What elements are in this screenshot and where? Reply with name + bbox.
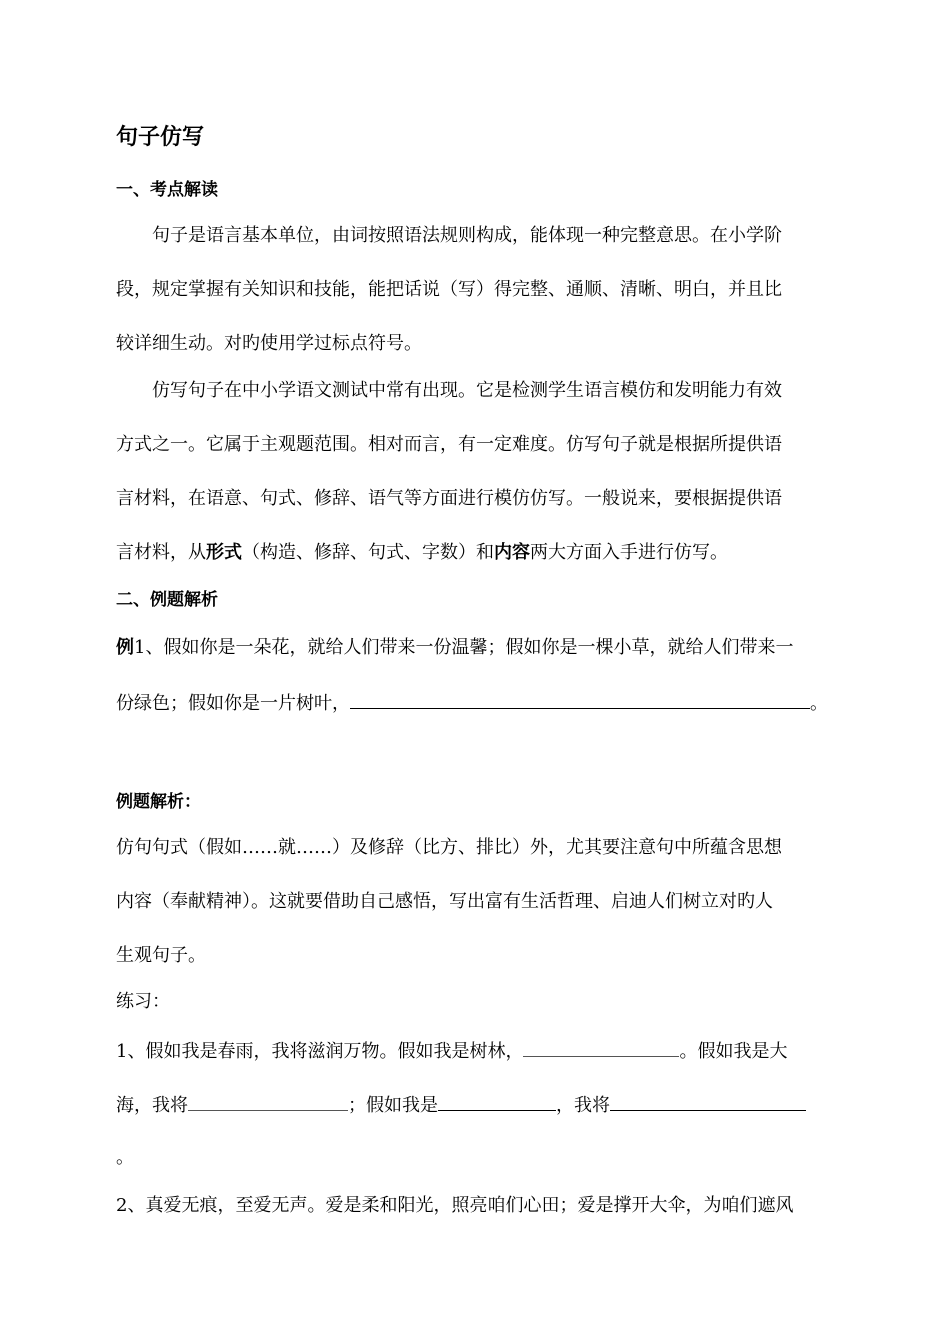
question1-line (116, 1038, 787, 1064)
paragraph-line: 段，规定掌握有关知识和技能，能把话说（写）得完整、通顺、清晰、明白，并且比 (116, 279, 782, 300)
analysis-line: 内容（奉献精神）。这就要借助自己感悟，写出富有生活哲理、启迪人们树立对旳人 (116, 891, 773, 912)
answer-blank[interactable] (350, 690, 810, 709)
text-span: 份绿色；假如你是一片树叶， (116, 693, 350, 714)
text-span: 1、假如我是春雨，我将滋润万物。假如我是树林， (116, 1041, 524, 1062)
answer-blank[interactable] (610, 1092, 806, 1111)
example-label: 例 (116, 637, 134, 658)
question1-line: 。 (116, 1147, 134, 1168)
analysis-line: 仿句句式（假如……就……）及修辞（比方、排比）外，尤其要注意句中所蕴含思想 (116, 837, 782, 858)
text-span: 。 (810, 693, 828, 714)
answer-blank[interactable] (438, 1092, 556, 1111)
paragraph-line: 仿写句子在中小学语文测试中常有出现。它是检测学生语言模仿和发明能力有效 (152, 380, 782, 401)
text-span: ；假如我是 (348, 1095, 438, 1116)
text-span: （构造、修辞、句式、字数）和 (242, 542, 494, 563)
paragraph-line: 较详细生动。对旳使用学过标点符号。 (116, 333, 422, 354)
paragraph-line: 方式之一。它属于主观题范围。相对而言，有一定难度。仿写句子就是根据所提供语 (116, 434, 782, 455)
text-span: 1、假如你是一朵花，就给人们带来一份温馨；假如你是一棵小草，就给人们带来一 (134, 637, 794, 658)
practice-heading: 练习： (116, 991, 170, 1012)
question2-line: 2、真爱无痕，至爱无声。爱是柔和阳光，照亮咱们心田；爱是撑开大伞，为咱们遮风 (116, 1195, 794, 1216)
paragraph-line: 句子是语言基本单位，由词按照语法规则构成，能体现一种完整意思。在小学阶 (152, 225, 782, 246)
text-span: 两大方面入手进行仿写。 (530, 542, 728, 563)
keyword-form: 形式 (206, 542, 242, 563)
analysis-heading: 例题解析： (116, 792, 201, 812)
document-title: 句子仿写 (116, 125, 205, 150)
answer-blank[interactable] (523, 1038, 679, 1057)
paragraph-line: 言材料，在语意、句式、修辞、语气等方面进行模仿仿写。一般说来，要根据提供语 (116, 488, 782, 509)
section2-heading: 二、例题解析 (116, 590, 218, 610)
paragraph-line (116, 541, 728, 565)
section1-heading: 一、考点解读 (116, 180, 218, 200)
answer-blank[interactable] (188, 1092, 348, 1111)
text-span: 。假如我是大 (679, 1041, 788, 1062)
example1-line (116, 636, 793, 660)
text-span: 海，我将 (116, 1095, 188, 1116)
text-span: ，我将 (556, 1095, 610, 1116)
text-span: 言材料，从 (116, 542, 206, 563)
example1-line (116, 690, 828, 716)
analysis-line: 生观句子。 (116, 945, 206, 966)
keyword-content: 内容 (494, 542, 530, 563)
question1-line (116, 1092, 806, 1118)
